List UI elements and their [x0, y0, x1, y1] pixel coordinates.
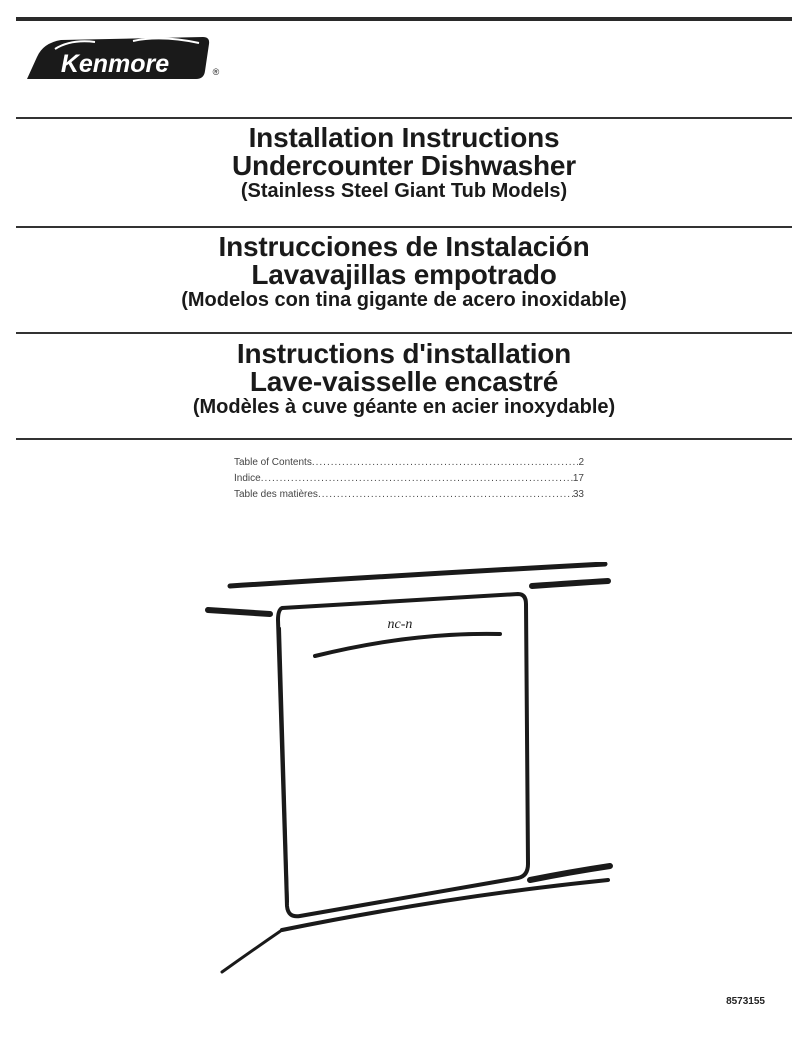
registered-mark: ® — [212, 67, 220, 77]
french-heading — [16, 340, 792, 418]
title-instructions-fr: Instructions d'installation — [236, 338, 572, 369]
counter-left-line — [208, 610, 270, 614]
divider — [16, 332, 792, 334]
toc-page: 33 — [572, 489, 584, 500]
toc-leader — [261, 473, 573, 484]
door-outline — [278, 594, 528, 916]
divider — [16, 117, 792, 119]
title-instrucciones: Instrucciones de Instalación — [218, 231, 590, 262]
title-undercounter-dishwasher: Undercounter Dishwasher — [232, 150, 576, 181]
toc-row[interactable] — [234, 489, 584, 505]
toc-row[interactable] — [234, 457, 584, 473]
toc-label: Table of Contents — [234, 457, 312, 468]
subtitle-models: (Stainless Steel Giant Tub Models) — [240, 180, 568, 202]
base-tail — [222, 930, 282, 972]
document-number: 8573155 — [726, 996, 765, 1007]
toe-kick-right — [530, 866, 610, 880]
base-line — [282, 880, 608, 930]
toc-row[interactable] — [234, 473, 584, 489]
title-installation-instructions: Installation Instructions — [248, 122, 560, 153]
divider — [16, 226, 792, 228]
panel-mark: nc-n — [387, 617, 413, 632]
toc-leader — [312, 457, 579, 468]
dishwasher-illustration — [200, 562, 630, 974]
title-lave-vaisselle: Lave-vaisselle encastré — [249, 366, 559, 397]
toc-page: 2 — [578, 457, 584, 468]
counter-right-line — [532, 581, 608, 586]
subtitle-modelos: (Modelos con tina gigante de acero inoxidable) — [181, 289, 627, 311]
toc-label: Índice — [234, 473, 261, 484]
subtitle-modeles: (Modèles à cuve géante en acier inoxydable) — [192, 396, 616, 418]
toc-page: 17 — [572, 473, 584, 484]
kenmore-logo — [21, 35, 221, 81]
divider — [16, 438, 792, 440]
handle-line — [315, 634, 500, 656]
toc-leader — [318, 489, 573, 500]
title-lavavajillas: Lavavajillas empotrado — [251, 259, 557, 290]
table-of-contents — [234, 457, 584, 505]
english-heading — [16, 124, 792, 202]
toc-label: Table des matières — [234, 489, 318, 500]
top-rule — [16, 17, 792, 21]
brand-wordmark: Kenmore — [60, 50, 170, 78]
spanish-heading — [16, 233, 792, 311]
